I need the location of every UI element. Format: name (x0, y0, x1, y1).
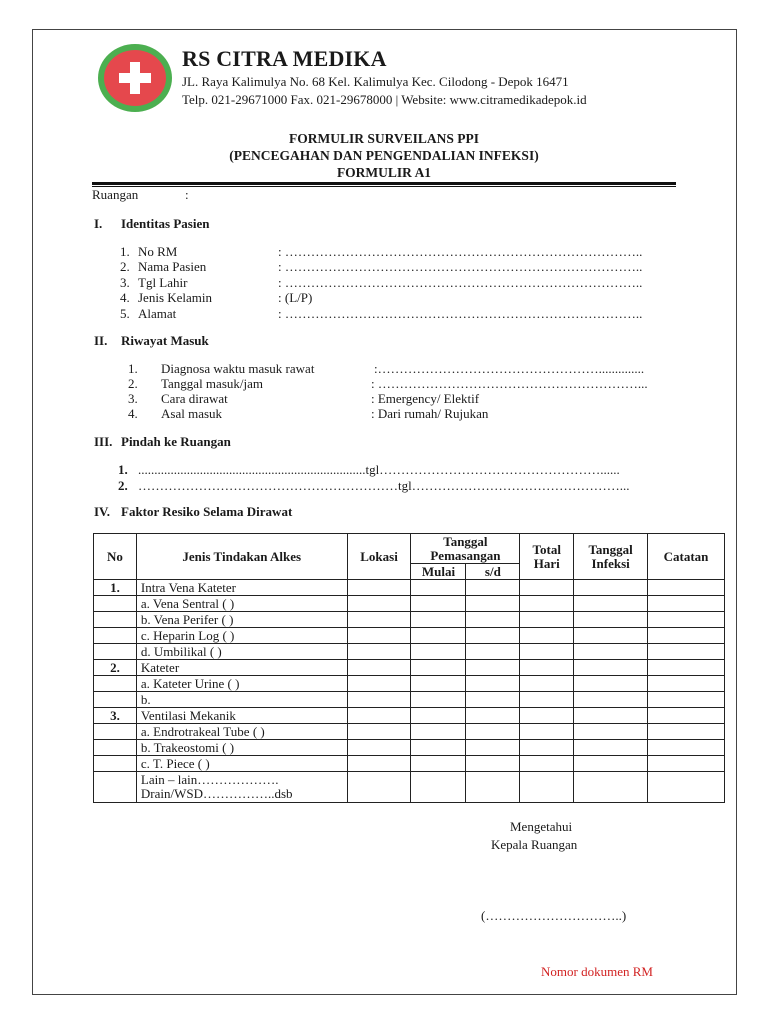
cell-infeksi[interactable] (574, 740, 648, 756)
cell-sd[interactable] (466, 660, 520, 676)
header-total: Total Hari (520, 534, 574, 580)
section-3-title: Pindah ke Ruangan (121, 434, 231, 449)
signature-title: Kepala Ruangan (491, 837, 578, 852)
cell-infeksi[interactable] (574, 612, 648, 628)
cell-catatan[interactable] (648, 628, 725, 644)
table-row (94, 756, 725, 772)
cell-lokasi[interactable] (347, 644, 411, 660)
tgl-lahir-field[interactable]: : ……………………………………………………………………….. (278, 275, 643, 290)
row-jenis: b. Vena Perifer ( ) (136, 612, 347, 628)
row-jenis: d. Umbilikal ( ) (136, 644, 347, 660)
cell-mulai[interactable] (411, 580, 466, 596)
cell-catatan[interactable] (648, 644, 725, 660)
cell-sd[interactable] (466, 724, 520, 740)
cell-mulai[interactable] (411, 756, 466, 772)
cell-lokasi[interactable] (347, 724, 411, 740)
section-2-title: Riwayat Masuk (121, 333, 209, 348)
cell-mulai[interactable] (411, 740, 466, 756)
cell-mulai[interactable] (411, 628, 466, 644)
asal-masuk-field[interactable]: : Dari rumah/ Rujukan (371, 406, 489, 421)
cell-catatan[interactable] (648, 596, 725, 612)
table-row: 3. Ventilasi Mekanik (94, 708, 725, 724)
table-row (94, 644, 725, 660)
cell-total[interactable] (520, 740, 574, 756)
s2-item-num: 3. (128, 391, 138, 406)
s3-row-num: 1. (118, 462, 128, 477)
s2-item-label: Cara dirawat (161, 391, 228, 406)
ruangan-sep[interactable]: : (185, 187, 189, 202)
cell-total[interactable] (520, 644, 574, 660)
cell-lokasi[interactable] (347, 740, 411, 756)
section-1-title: Identitas Pasien (121, 216, 210, 231)
header-lokasi: Lokasi (347, 534, 411, 580)
cell-infeksi[interactable] (574, 628, 648, 644)
cell-lokasi[interactable] (347, 676, 411, 692)
row-jenis: c. T. Piece ( ) (136, 756, 347, 772)
document-number: Nomor dokumen RM (541, 964, 653, 979)
cell-total[interactable] (520, 660, 574, 676)
cell-infeksi[interactable] (574, 724, 648, 740)
cell-infeksi[interactable] (574, 660, 648, 676)
s1-item-label: Jenis Kelamin (138, 290, 213, 305)
signature-mengetahui: Mengetahui (510, 819, 573, 834)
s2-item-num: 4. (128, 406, 138, 421)
cell-catatan[interactable] (648, 756, 725, 772)
cell-catatan[interactable] (648, 708, 725, 724)
cell-total[interactable] (520, 772, 574, 803)
cell-total[interactable] (520, 708, 574, 724)
cell-mulai[interactable] (411, 596, 466, 612)
cell-catatan[interactable] (648, 724, 725, 740)
cell-mulai[interactable] (411, 692, 466, 708)
table-row (94, 692, 725, 708)
cell-mulai[interactable] (411, 724, 466, 740)
form-title-3: FORMULIR A1 (336, 165, 432, 180)
header-infeksi: Tanggal Infeksi (574, 534, 648, 580)
table-row-last (94, 772, 725, 803)
row-lain-lain (136, 772, 347, 803)
pindah-ruangan-field-1[interactable]: ......................................................................tgl……………………………………………...... (138, 462, 620, 477)
lain-lain-text: Lain – lain………………. (140, 772, 279, 787)
drain-wsd-text: Drain/WSD……………..dsb (140, 786, 293, 801)
cell-sd[interactable] (466, 612, 520, 628)
cell-infeksi[interactable] (574, 692, 648, 708)
table-row (94, 724, 725, 740)
nama-pasien-field[interactable]: : ……………………………………………………………………….. (278, 259, 643, 274)
header-catatan: Catatan (648, 534, 725, 580)
cara-dirawat-field[interactable]: : Emergency/ Elektif (371, 391, 480, 406)
cell-total[interactable] (520, 676, 574, 692)
section-4-number: IV. (94, 504, 111, 519)
cell-sd[interactable] (466, 628, 520, 644)
title-rule-thick (92, 182, 676, 185)
cell-total[interactable] (520, 596, 574, 612)
cell-lokasi[interactable] (347, 660, 411, 676)
row-jenis: Kateter (136, 660, 347, 676)
risk-factor-table (93, 533, 725, 803)
alamat-field[interactable]: : ……………………………………………………………………….. (278, 306, 643, 321)
cell-mulai[interactable] (411, 644, 466, 660)
cell-infeksi[interactable] (574, 756, 648, 772)
s2-item-label: Asal masuk (161, 406, 223, 421)
cell-sd[interactable] (466, 596, 520, 612)
hospital-logo-icon (98, 44, 172, 112)
cell-lokasi[interactable] (347, 772, 411, 803)
s1-item-label: Nama Pasien (138, 259, 207, 274)
no-rm-field[interactable]: : ……………………………………………………………………….. (278, 244, 643, 259)
s1-item-label: Alamat (138, 306, 177, 321)
cell-total[interactable] (520, 756, 574, 772)
cell-catatan[interactable] (648, 612, 725, 628)
jenis-kelamin-field[interactable]: : (L/P) (278, 290, 313, 305)
cell-sd[interactable] (466, 580, 520, 596)
cell-total[interactable] (520, 692, 574, 708)
ruangan-label: Ruangan (92, 187, 139, 202)
s1-item-label: Tgl Lahir (138, 275, 188, 290)
s3-row-num: 2. (118, 478, 128, 493)
cell-sd[interactable] (466, 644, 520, 660)
cell-catatan[interactable] (648, 692, 725, 708)
cell-mulai[interactable] (411, 612, 466, 628)
cell-lokasi[interactable] (347, 708, 411, 724)
row-jenis: a. Endrotrakeal Tube ( ) (136, 724, 347, 740)
cell-lokasi[interactable] (347, 580, 411, 596)
row-jenis: b. (136, 692, 347, 708)
header-mulai: Mulai (411, 564, 466, 580)
cell-sd[interactable] (466, 756, 520, 772)
cell-infeksi[interactable] (574, 580, 648, 596)
cell-infeksi[interactable] (574, 676, 648, 692)
s1-item-label: No RM (138, 244, 178, 259)
cell-infeksi[interactable] (574, 772, 648, 803)
pindah-ruangan-field-2[interactable]: ……………………………………………………tgl…………………………………………... (138, 478, 630, 493)
s2-item-num: 2. (128, 376, 138, 391)
s1-item-num: 3. (120, 275, 130, 290)
hospital-name: RS CITRA MEDIKA (182, 46, 387, 71)
tanggal-masuk-field[interactable]: : ……………………………………………………... (371, 376, 648, 391)
row-jenis: b. Trakeostomi ( ) (136, 740, 347, 756)
cell-catatan[interactable] (648, 660, 725, 676)
row-jenis: a. Kateter Urine ( ) (136, 676, 347, 692)
cell-catatan[interactable] (648, 580, 725, 596)
cell-catatan[interactable] (648, 772, 725, 803)
s1-item-num: 5. (120, 306, 130, 321)
cell-sd[interactable] (466, 692, 520, 708)
table-row (94, 740, 725, 756)
hospital-address: JL. Raya Kalimulya No. 68 Kel. Kalimulya Kec. Cilodong - Depok 16471 (182, 74, 569, 89)
header-sd: s/d (466, 564, 520, 580)
header-no: No (94, 534, 137, 580)
table-row: 1. Intra Vena Kateter (94, 580, 725, 596)
cell-infeksi[interactable] (574, 708, 648, 724)
cell-catatan[interactable] (648, 740, 725, 756)
cell-mulai[interactable] (411, 676, 466, 692)
table-row: 2. Kateter (94, 660, 725, 676)
cell-sd[interactable] (466, 676, 520, 692)
section-2-number: II. (94, 333, 108, 348)
title-rule-thin (92, 186, 676, 187)
row-jenis: c. Heparin Log ( ) (136, 628, 347, 644)
row-jenis: a. Vena Sentral ( ) (136, 596, 347, 612)
cell-mulai[interactable] (411, 660, 466, 676)
section-1-number: I. (94, 216, 103, 231)
cell-total[interactable] (520, 628, 574, 644)
cell-total[interactable] (520, 612, 574, 628)
s2-item-label: Diagnosa waktu masuk rawat (161, 361, 315, 376)
row-jenis: Ventilasi Mekanik (136, 708, 347, 724)
table-row (94, 596, 725, 612)
section-4-title: Faktor Resiko Selama Dirawat (121, 504, 293, 519)
s1-item-num: 2. (120, 259, 130, 274)
cell-infeksi[interactable] (574, 644, 648, 660)
cell-mulai[interactable] (411, 708, 466, 724)
diagnosa-field[interactable]: :…………………………………………….............. (374, 361, 645, 376)
cell-total[interactable] (520, 724, 574, 740)
cell-total[interactable] (520, 580, 574, 596)
header-jenis: Jenis Tindakan Alkes (136, 534, 347, 580)
form-title-2: (PENCEGAHAN DAN PENGENDALIAN INFEKSI) (229, 148, 539, 163)
s2-item-label: Tanggal masuk/jam (161, 376, 263, 391)
s1-item-num: 4. (120, 290, 130, 305)
cell-lokasi[interactable] (347, 628, 411, 644)
cell-catatan[interactable] (648, 676, 725, 692)
cell-lokasi[interactable] (347, 756, 411, 772)
form-title-1: FORMULIR SURVEILANS PPI (288, 131, 480, 146)
section-3-number: III. (94, 434, 113, 449)
cell-lokasi[interactable] (347, 596, 411, 612)
cell-sd[interactable] (466, 740, 520, 756)
table-row (94, 612, 725, 628)
hospital-contact: Telp. 021-29671000 Fax. 021-29678000 | Website: www.citramedikadepok.id (182, 92, 587, 107)
s1-item-num: 1. (120, 244, 130, 259)
table-row (94, 628, 725, 644)
header-tanggal: Tanggal Pemasangan (411, 534, 520, 564)
cell-lokasi[interactable] (347, 692, 411, 708)
table-row (94, 676, 725, 692)
cell-infeksi[interactable] (574, 596, 648, 612)
cell-sd[interactable] (466, 772, 520, 803)
cell-mulai[interactable] (411, 772, 466, 803)
cell-lokasi[interactable] (347, 612, 411, 628)
row-jenis: Intra Vena Kateter (136, 580, 347, 596)
cell-sd[interactable] (466, 708, 520, 724)
signature-name-field[interactable]: (…………………………..) (481, 908, 627, 923)
s2-item-num: 1. (128, 361, 138, 376)
